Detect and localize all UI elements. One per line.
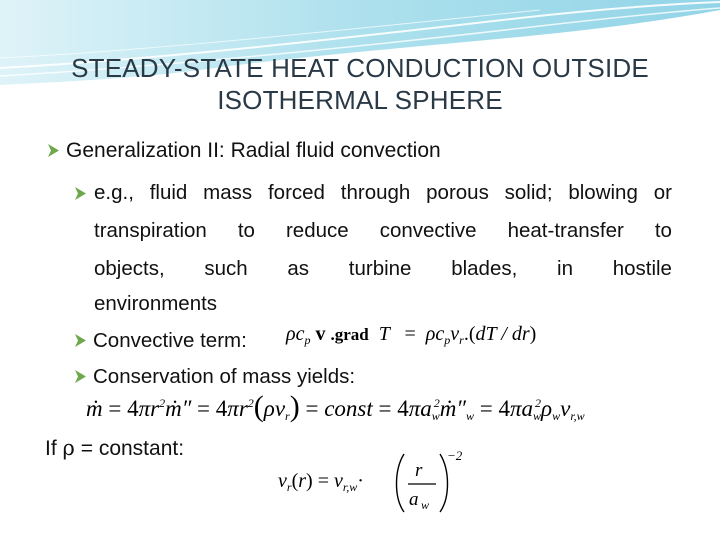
paragraph-word: blades, [451,257,518,280]
svg-text:a: a [409,489,419,510]
paragraph-word: or [653,181,672,204]
bullet-generalization [47,139,441,163]
paragraph-word: porous [426,181,489,204]
paragraph-line-4: environments [94,292,218,315]
fraction-parentheses [394,450,466,516]
svg-text:w: w [421,498,430,512]
slide-title [0,52,720,116]
arrow-bullet-icon [47,143,60,158]
paragraph-word: as [287,257,310,280]
paragraph-word: turbine [348,257,412,280]
paragraph-word: reduce [285,219,349,242]
paragraph-line-2 [94,212,672,250]
if-rho-constant: If ρ = constant: [45,436,185,460]
arrow-bullet-icon [74,186,87,201]
paragraph-word: in [557,257,573,280]
arrow-bullet-icon [74,333,87,348]
svg-text:r: r [415,460,423,481]
title-line-2: ISOTHERMAL SPHERE [217,85,503,115]
paragraph-word: hostile [612,257,672,280]
paragraph-word: convective [379,219,477,242]
paragraph-word: through [340,181,411,204]
rho-symbol: ρ [62,436,75,460]
paragraph-word: objects, [94,257,165,280]
bullet-text: Generalization II: Radial fluid convection [66,139,441,162]
paragraph-word: fluid [149,181,188,204]
paragraph-word: mass [203,181,253,204]
equation-mass-conservation: ṁ = $4\pi r^2ṁ'' = 4\pi r^2(\rho v_r)$ = const = $4\pi a_w^2ṁ''_w = 4\pi a_w^2\rho_wv_{r,w}$ [86,390,585,423]
bullet-text: Convective term: [93,329,247,352]
paragraph-word: to [654,219,672,242]
equation-velocity: $v_r(r) = v_{r,w}\cdot$ r a w −2 [278,450,468,520]
equation-convective: $\rho c_p$ v .grad $T = \rho c_pv_r.(dT / dr)$ [286,323,537,347]
title-line-1: STEADY-STATE HEAT CONDUCTION OUTSIDE [71,53,649,83]
paragraph-line-3 [94,250,672,288]
bullet-example-paragraph [94,174,672,320]
paragraph-word: such [204,257,248,280]
svg-text:−2: −2 [447,450,463,463]
bullet-text: Conservation of mass yields: [93,365,356,388]
paragraph-word: transpiration [94,219,207,242]
arrow-bullet-icon [74,369,87,384]
bullet-example-marker [74,182,93,201]
paragraph-word: blowing [568,181,638,204]
paragraph-word: heat-transfer [507,219,624,242]
paragraph-word: solid; [504,181,553,204]
paragraph-word: e.g., [94,181,134,204]
paragraph-line-1 [94,174,672,212]
paragraph-word: forced [267,181,325,204]
bullet-convective-term [74,329,247,353]
bullet-conservation [74,365,355,389]
paragraph-word: to [237,219,255,242]
